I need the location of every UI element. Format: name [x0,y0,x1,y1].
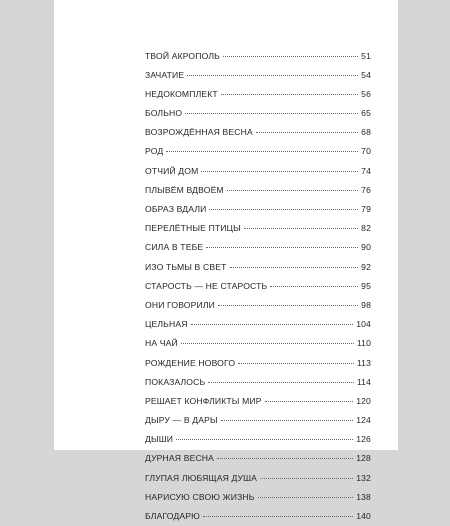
toc-entry-title: НАРИСУЮ СВОЮ ЖИЗНЬ [145,488,255,507]
toc-entry-page: 68 [361,123,371,142]
dot-leader [217,458,353,459]
toc-entry-title: ОНИ ГОВОРИЛИ [145,296,215,315]
dot-leader [238,363,354,364]
toc-entry-page: 70 [361,142,371,161]
dot-leader [206,247,358,248]
toc-entry-title: СТАРОСТЬ — НЕ СТАРОСТЬ [145,277,267,296]
toc-entry-page: 65 [361,104,371,123]
toc-entry-page: 90 [361,238,371,257]
dot-leader [166,151,358,152]
toc-entry [145,373,371,392]
toc-entry [145,334,371,353]
toc-entry [145,123,371,142]
toc-entry [145,488,371,507]
toc-entry-title: БОЛЬНО [145,104,182,123]
toc-entry-title: БЛАГОДАРЮ [145,507,200,526]
dot-leader [201,171,358,172]
toc-entry-page: 74 [361,162,371,181]
toc-entry-title: ИЗО ТЬМЫ В СВЕТ [145,258,227,277]
toc-entry-page: 126 [356,430,371,449]
dot-leader [227,190,358,191]
dot-leader [223,56,358,57]
toc-entry-title: ДЫРУ — В ДАРЫ [145,411,218,430]
toc-entry [145,104,371,123]
toc-entry-page: 79 [361,200,371,219]
toc-entry-title: ОБРАЗ ВДАЛИ [145,200,206,219]
toc-entry-page: 98 [361,296,371,315]
toc-entry-page: 92 [361,258,371,277]
toc-entry [145,66,371,85]
dot-leader [191,324,354,325]
toc-entry [145,142,371,161]
toc-entry-title: ЦЕЛЬНАЯ [145,315,188,334]
toc-entry-title: СИЛА В ТЕБЕ [145,238,203,257]
toc-entry-page: 113 [357,354,371,373]
toc-entry [145,296,371,315]
dot-leader [203,516,353,517]
toc-entry [145,430,371,449]
toc-entry [145,258,371,277]
toc-entry-page: 138 [356,488,371,507]
toc-entry [145,200,371,219]
toc-entry-title: ДУРНАЯ ВЕСНА [145,449,214,468]
toc-entry [145,219,371,238]
book-page [54,0,398,450]
toc-entry-page: 76 [361,181,371,200]
toc-entry [145,411,371,430]
dot-leader [265,401,354,402]
toc-entry-title: РОЖДЕНИЕ НОВОГО [145,354,235,373]
toc-entry [145,449,371,468]
toc-entry [145,315,371,334]
toc-entry [145,162,371,181]
dot-leader [181,343,354,344]
toc-entry-page: 128 [356,449,371,468]
dot-leader [258,497,354,498]
toc-entry-page: 140 [356,507,371,526]
toc-entry-page: 54 [361,66,371,85]
toc-entry-page: 114 [357,373,371,392]
toc-entry-title: ЗАЧАТИЕ [145,66,184,85]
dot-leader [218,305,358,306]
toc-entry-title: НЕДОКОМПЛЕКТ [145,85,218,104]
toc-entry-title: ПОКАЗАЛОСЬ [145,373,205,392]
dot-leader [221,420,353,421]
dot-leader [185,113,358,114]
toc-entry-title: НА ЧАЙ [145,334,178,353]
toc-entry [145,85,371,104]
toc-entry-page: 132 [356,469,371,488]
toc-entry-page: 110 [357,334,371,353]
dot-leader [221,94,358,95]
toc-entry-title: ВОЗРОЖДЁННАЯ ВЕСНА [145,123,253,142]
dot-leader [230,267,359,268]
toc-entry [145,47,371,66]
toc-entry-title: ТВОЙ АКРОПОЛЬ [145,47,220,66]
toc-entry [145,507,371,526]
toc-entry-title: РОД [145,142,163,161]
toc-entry-title: ОТЧИЙ ДОМ [145,162,198,181]
toc-entry-page: 95 [361,277,371,296]
dot-leader [209,209,358,210]
dot-leader [244,228,358,229]
toc-entry-title: ГЛУПАЯ ЛЮБЯЩАЯ ДУША [145,469,257,488]
toc-entry [145,238,371,257]
toc-entry-page: 120 [356,392,371,411]
toc-entry-title: ПЛЫВЁМ ВДВОЁМ [145,181,224,200]
dot-leader [270,286,358,287]
toc-entry [145,392,371,411]
toc-entry-page: 82 [361,219,371,238]
toc-entry-title: ДЫШИ [145,430,173,449]
table-of-contents [145,47,371,526]
toc-entry-page: 124 [356,411,371,430]
toc-entry [145,181,371,200]
dot-leader [187,75,358,76]
toc-entry-page: 104 [356,315,371,334]
toc-entry-page: 56 [361,85,371,104]
dot-leader [208,382,354,383]
dot-leader [256,132,358,133]
toc-entry [145,277,371,296]
toc-entry [145,354,371,373]
toc-entry-page: 51 [361,47,371,66]
toc-entry-title: РЕШАЕТ КОНФЛИКТЫ МИР [145,392,262,411]
dot-leader [260,478,353,479]
dot-leader [176,439,353,440]
toc-entry-title: ПЕРЕЛЁТНЫЕ ПТИЦЫ [145,219,241,238]
toc-entry [145,469,371,488]
